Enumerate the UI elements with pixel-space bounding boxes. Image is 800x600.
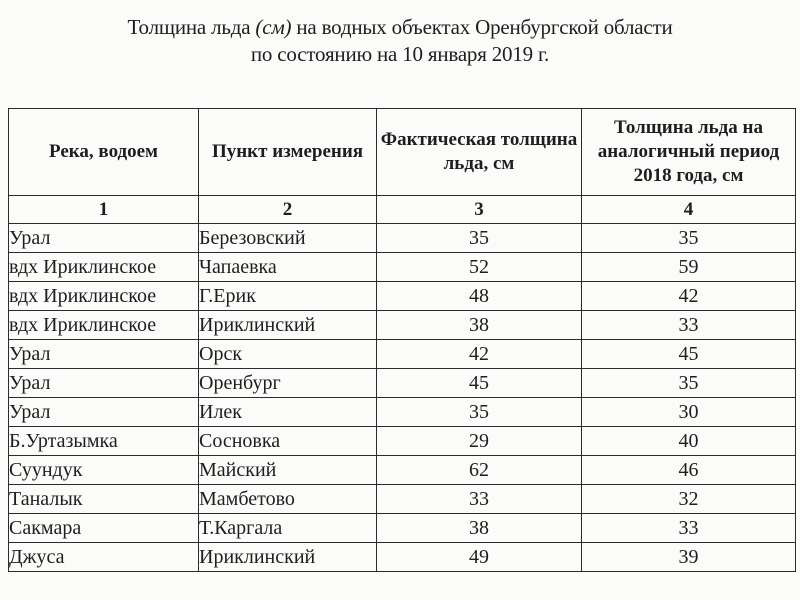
table-row [9, 282, 796, 311]
header-point: Пункт измерения [199, 109, 377, 196]
actual-cell: 33 [377, 485, 582, 514]
actual-cell: 45 [377, 369, 582, 398]
prev-cell: 32 [582, 485, 796, 514]
point-cell: Орск [199, 340, 377, 369]
header-actual: Фактическая толщина льда, см [377, 109, 582, 196]
river-cell: вдх Ириклинское [9, 311, 199, 340]
prev-cell: 46 [582, 456, 796, 485]
river-cell: Таналык [9, 485, 199, 514]
table-row [9, 514, 796, 543]
table-row [9, 543, 796, 572]
river-cell: Сакмара [9, 514, 199, 543]
point-cell: Мамбетово [199, 485, 377, 514]
prev-cell: 39 [582, 543, 796, 572]
column-number: 4 [582, 196, 796, 224]
header-river: Река, водоем [9, 109, 199, 196]
document-title [0, 14, 800, 68]
table-row [9, 456, 796, 485]
actual-cell: 38 [377, 514, 582, 543]
prev-cell: 42 [582, 282, 796, 311]
point-cell: Оренбург [199, 369, 377, 398]
point-cell: Илек [199, 398, 377, 427]
point-cell: Сосновка [199, 427, 377, 456]
river-cell: Урал [9, 340, 199, 369]
prev-cell: 33 [582, 514, 796, 543]
title-unit: (см) [255, 15, 292, 39]
table-row [9, 311, 796, 340]
point-cell: Т.Каргала [199, 514, 377, 543]
column-number: 2 [199, 196, 377, 224]
river-cell: Урал [9, 398, 199, 427]
river-cell: Б.Уртазымка [9, 427, 199, 456]
column-number: 3 [377, 196, 582, 224]
table-row [9, 340, 796, 369]
river-cell: Джуса [9, 543, 199, 572]
prev-cell: 30 [582, 398, 796, 427]
table-row [9, 485, 796, 514]
river-cell: вдх Ириклинское [9, 253, 199, 282]
ice-thickness-table [8, 108, 796, 572]
actual-cell: 42 [377, 340, 582, 369]
prev-cell: 35 [582, 224, 796, 253]
point-cell: Чапаевка [199, 253, 377, 282]
header-row [9, 109, 796, 196]
title-suffix: на водных объектах Оренбургской области [296, 15, 673, 39]
actual-cell: 48 [377, 282, 582, 311]
actual-cell: 62 [377, 456, 582, 485]
title-line-2: по состоянию на 10 января 2019 г. [250, 42, 550, 66]
table-row [9, 427, 796, 456]
point-cell: Г.Ерик [199, 282, 377, 311]
point-cell: Ириклинский [199, 311, 377, 340]
river-cell: Суундук [9, 456, 199, 485]
actual-cell: 49 [377, 543, 582, 572]
prev-cell: 33 [582, 311, 796, 340]
table-row [9, 253, 796, 282]
header-prev: Толщина льда на аналогичный период 2018 года, см [582, 109, 796, 196]
title-prefix: Толщина льда [127, 15, 251, 39]
column-number-row [9, 196, 796, 224]
prev-cell: 59 [582, 253, 796, 282]
point-cell: Березовский [199, 224, 377, 253]
river-cell: Урал [9, 224, 199, 253]
river-cell: вдх Ириклинское [9, 282, 199, 311]
point-cell: Ириклинский [199, 543, 377, 572]
actual-cell: 29 [377, 427, 582, 456]
actual-cell: 35 [377, 398, 582, 427]
prev-cell: 45 [582, 340, 796, 369]
actual-cell: 35 [377, 224, 582, 253]
table-row [9, 369, 796, 398]
point-cell: Майский [199, 456, 377, 485]
actual-cell: 52 [377, 253, 582, 282]
title-line-1 [0, 14, 800, 41]
table-row [9, 224, 796, 253]
prev-cell: 35 [582, 369, 796, 398]
table-row [9, 398, 796, 427]
prev-cell: 40 [582, 427, 796, 456]
river-cell: Урал [9, 369, 199, 398]
column-number: 1 [9, 196, 199, 224]
actual-cell: 38 [377, 311, 582, 340]
